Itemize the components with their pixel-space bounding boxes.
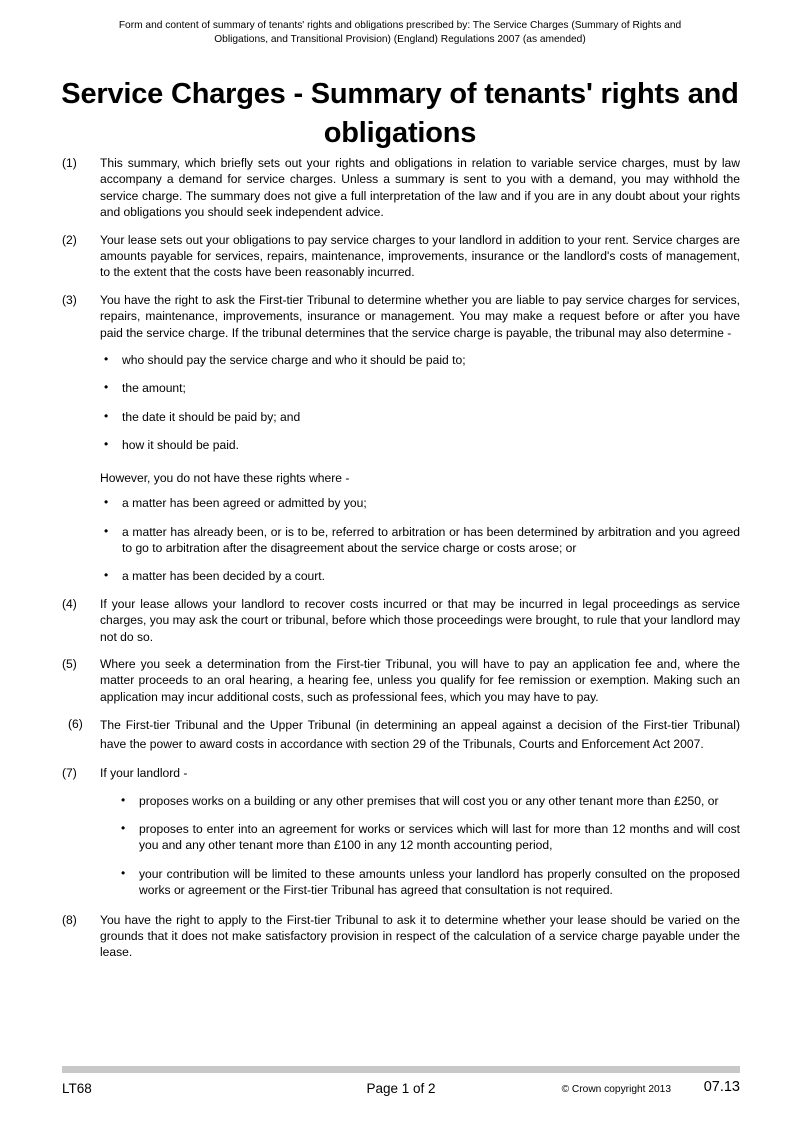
list-item: • who should pay the service charge and who it should be paid to; <box>100 352 740 368</box>
clause-6-number: (6) <box>68 717 83 732</box>
page-footer <box>62 1079 740 1103</box>
form-code: LT68 <box>62 1081 92 1096</box>
clause-1-text: This summary, which briefly sets out your rights and obligations in relation to variable service charges, must by law accompany a demand for service charges. Unless a summary is sent to you with a demand, you may withhold the service charge. The summary does not give a full interpretation of the law and if you are in any doubt about your rights and obligations you should seek independent advice. <box>100 156 740 220</box>
clause-3-number: (3) <box>62 292 77 307</box>
clause-7-text: If your landlord - <box>100 766 188 781</box>
copyright-notice: © Crown copyright 2013 <box>561 1084 671 1095</box>
clause-6-text: The First-tier Tribunal and the Upper Tribunal (in determining an appeal against a decision of the First-tier Tribunal) have the power to award costs in accordance with section 29 of the Tribunals, Courts and Enforcement Act 2007. <box>100 718 740 752</box>
page-number: Page 1 of 2 <box>366 1081 436 1096</box>
clause-1 <box>62 155 740 221</box>
clause-3-bullets-a <box>100 352 740 454</box>
list-item: • proposes to enter into an agreement for works or services which will last for more than 12 months and will cost you and any other tenant more than £100 in any 12 month accounting period, <box>117 821 740 854</box>
list-item: • a matter has been decided by a court. <box>100 568 740 584</box>
clause-7-number: (7) <box>62 766 77 781</box>
clause-2 <box>62 232 740 281</box>
page-title: Service Charges - Summary of tenants' rights and obligations <box>61 78 739 150</box>
list-item: • your contribution will be limited to these amounts unless your landlord has properly consulted on the proposed works or agreement or the First-tier Tribunal has agreed that consultation is not required. <box>117 866 740 899</box>
clause-3-text: You have the right to ask the First-tier Tribunal to determine whether you are liable to pay service charges for services, repairs, maintenance, improvements, insurance or management. You may make a request before or after you have paid the service charge. If the tribunal determines that the service charge is payable, the tribunal may also determine - <box>100 292 740 340</box>
list-item: • a matter has already been, or is to be, referred to arbitration or has been determined by arbitration and you agreed to go to arbitration after the disagreement about the service charge or costs arose; or <box>100 524 740 557</box>
clause-7 <box>62 765 740 781</box>
clause-4 <box>62 596 740 645</box>
clause-7-group <box>62 765 740 898</box>
clause-5 <box>62 656 740 705</box>
clause-8-text: You have the right to apply to the First-tier Tribunal to ask it to determine whether your lease should be varied on the grounds that it does not make satisfactory provision in respect of the calculation of a service charge payable under the lease. <box>100 912 740 960</box>
footer-divider <box>62 1066 740 1073</box>
list-item: • how it should be paid. <box>100 437 740 453</box>
document-body <box>62 155 740 972</box>
clause-1-number: (1) <box>62 156 77 170</box>
clause-4-number: (4) <box>62 596 77 611</box>
clause-8-number: (8) <box>62 912 77 927</box>
list-item: • the date it should be paid by; and <box>100 409 740 425</box>
clause-4-text: If your lease allows your landlord to recover costs incurred or that may be incurred in legal proceedings as service charges, you may ask the court or tribunal, before which those proceedings were brought, to rule that your landlord may not do so. <box>100 596 740 644</box>
clause-6 <box>62 716 740 754</box>
clause-2-number: (2) <box>62 232 77 247</box>
clause-5-text: Where you seek a determination from the First-tier Tribunal, you will have to pay an application fee and, where the matter proceeds to an oral hearing, a hearing fee, unless you qualify for fee remission or exemption. Making such an application may incur additional costs, such as professional fees, which you may have to pay. <box>100 656 740 704</box>
clause-2-text: Your lease sets out your obligations to pay service charges to your landlord in addition to your rent. Service charges are amounts payable for services, repairs, maintenance, improvements, insurance or the landlord's costs of management, to the extent that the costs have been reasonably incurred. <box>100 232 740 280</box>
form-version: 07.13 <box>703 1079 740 1095</box>
list-item: • the amount; <box>100 380 740 396</box>
clause-5-number: (5) <box>62 656 77 671</box>
prescribed-by-note: Form and content of summary of tenants' rights and obligations prescribed by: The Service Charges (Summary of Rights and Obligations, and Transitional Provision) (England) Regulations 2007 (as amended) <box>118 20 682 45</box>
list-item: • a matter has been agreed or admitted by you; <box>100 495 740 511</box>
clause-8 <box>62 912 740 961</box>
clause-3-bullets-b <box>100 495 740 585</box>
list-item: • proposes works on a building or any other premises that will cost you or any other tenant more than £250, or <box>117 793 740 809</box>
clause-3-interlude: However, you do not have these rights where - <box>100 470 350 485</box>
clause-3 <box>62 292 740 341</box>
clause-3-group <box>62 292 740 585</box>
clause-7-bullets <box>117 793 740 899</box>
